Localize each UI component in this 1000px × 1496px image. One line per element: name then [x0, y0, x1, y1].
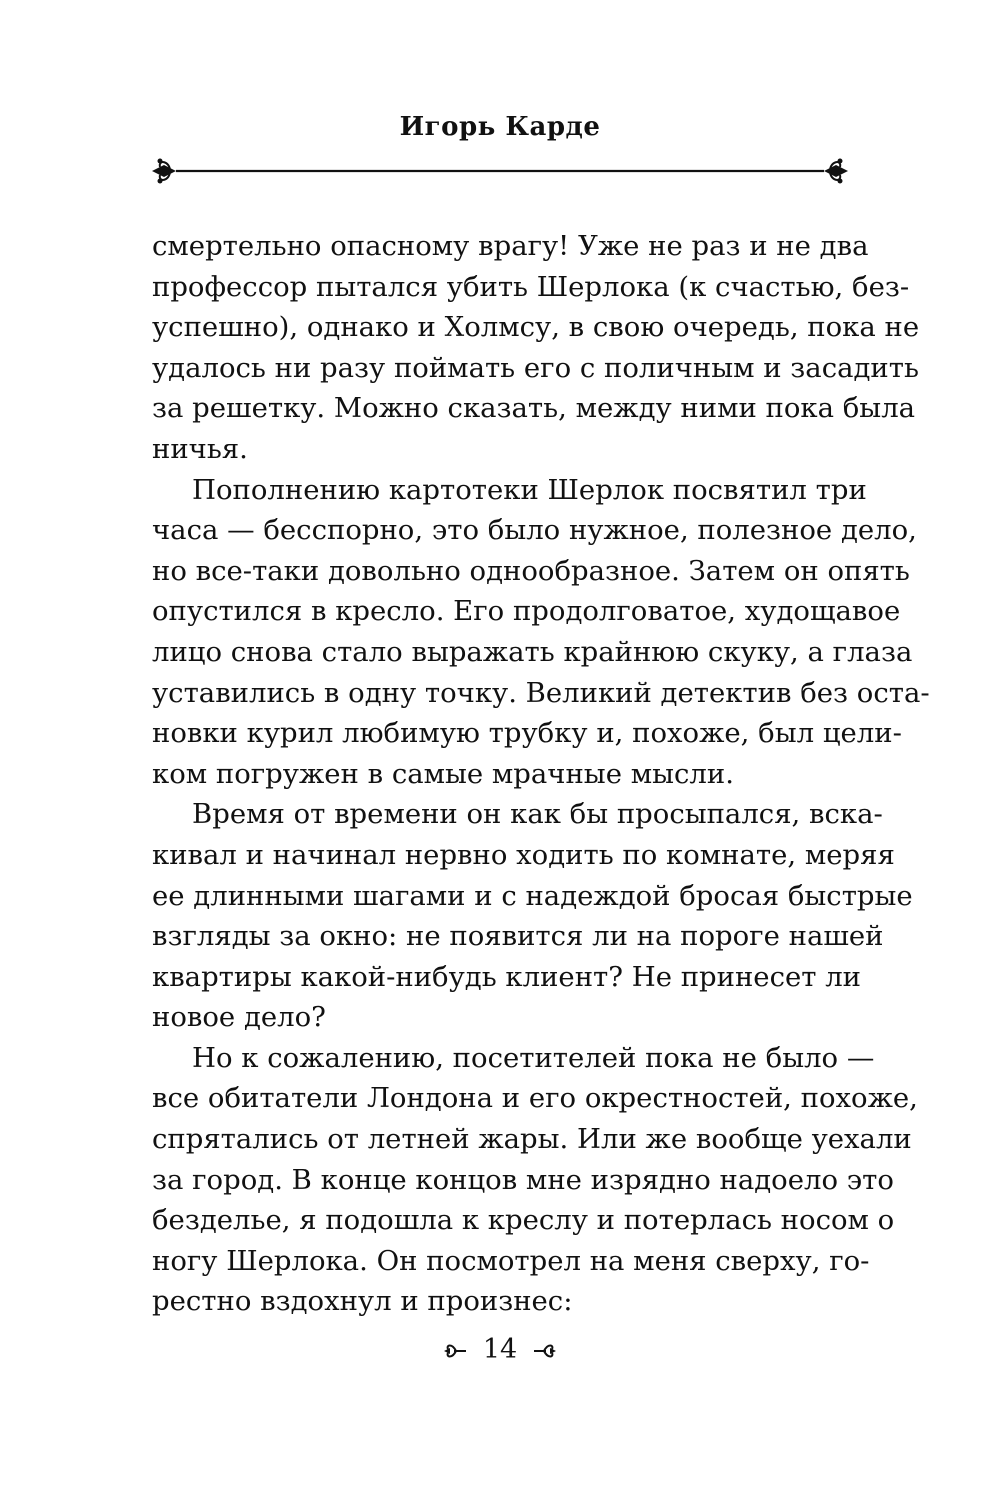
text-line: смертельно опасному врагу! Уже не раз и не два	[152, 230, 869, 262]
text-line: ничья.	[152, 432, 248, 465]
text-line: уставились в одну точку. Великий детектив без оста-	[152, 676, 930, 709]
page-number: 14	[482, 1334, 518, 1365]
text-line: профессор пытался убить Шерлока (к счастью, без-	[152, 270, 910, 303]
text-line: спрятались от летней жары. Или же вообще уехали	[152, 1123, 912, 1156]
text-line: новки курил любимую трубку и, похоже, был цели-	[152, 717, 902, 750]
text-line: Но к сожалению, посетителей пока не было —	[192, 1041, 875, 1074]
ornament-right-icon	[532, 1341, 558, 1361]
text-line: удалось ни разу поймать его с поличным и засадить	[152, 351, 919, 384]
ornament-left-icon	[442, 1341, 468, 1361]
text-line: ее длинными шагами и с надеждой бросая быстрые	[152, 879, 913, 912]
text-line: безделье, я подошла к креслу и потерлась носом о	[152, 1204, 895, 1237]
text-line: новое дело?	[152, 1001, 326, 1034]
text-line: кивал и начинал нервно ходить по комнате, меряя	[152, 838, 895, 871]
text-line: но все-таки довольно однообразное. Затем он опять	[152, 554, 910, 587]
text-line: Время от времени он как бы просыпался, вска-	[192, 798, 883, 831]
running-header-author: Игорь Карде	[399, 112, 601, 142]
text-line: опустился в кресло. Его продолговатое, худощавое	[152, 595, 901, 628]
ornamental-rule-icon	[150, 153, 850, 189]
text-line: ком погружен в самые мрачные мысли.	[152, 757, 734, 790]
text-line: Пополнению картотеки Шерлок посвятил три	[192, 473, 867, 506]
page-footer	[0, 1330, 1000, 1370]
text-line: ногу Шерлока. Он посмотрел на меня сверху, го-	[152, 1244, 870, 1277]
text-line: за решетку. Можно сказать, между ними пока была	[152, 392, 916, 425]
text-line: за город. В конце концов мне изрядно надоело это	[152, 1163, 894, 1196]
text-line: квартиры какой-нибудь клиент? Не принесет ли	[152, 960, 862, 993]
text-line: часа — бесспорно, это было нужное, полезное дело,	[152, 514, 917, 547]
text-line: взгляды за окно: не появится ли на пороге нашей	[152, 920, 884, 953]
body-text	[152, 226, 930, 1322]
text-line: лицо снова стало выражать крайнюю скуку, а глаза	[152, 635, 913, 668]
text-line: рестно вздохнул и произнес:	[152, 1285, 573, 1318]
text-line: успешно), однако и Холмсу, в свою очередь, пока не	[152, 311, 920, 344]
text-line: все обитатели Лондона и его окрестностей, похоже,	[152, 1082, 918, 1115]
